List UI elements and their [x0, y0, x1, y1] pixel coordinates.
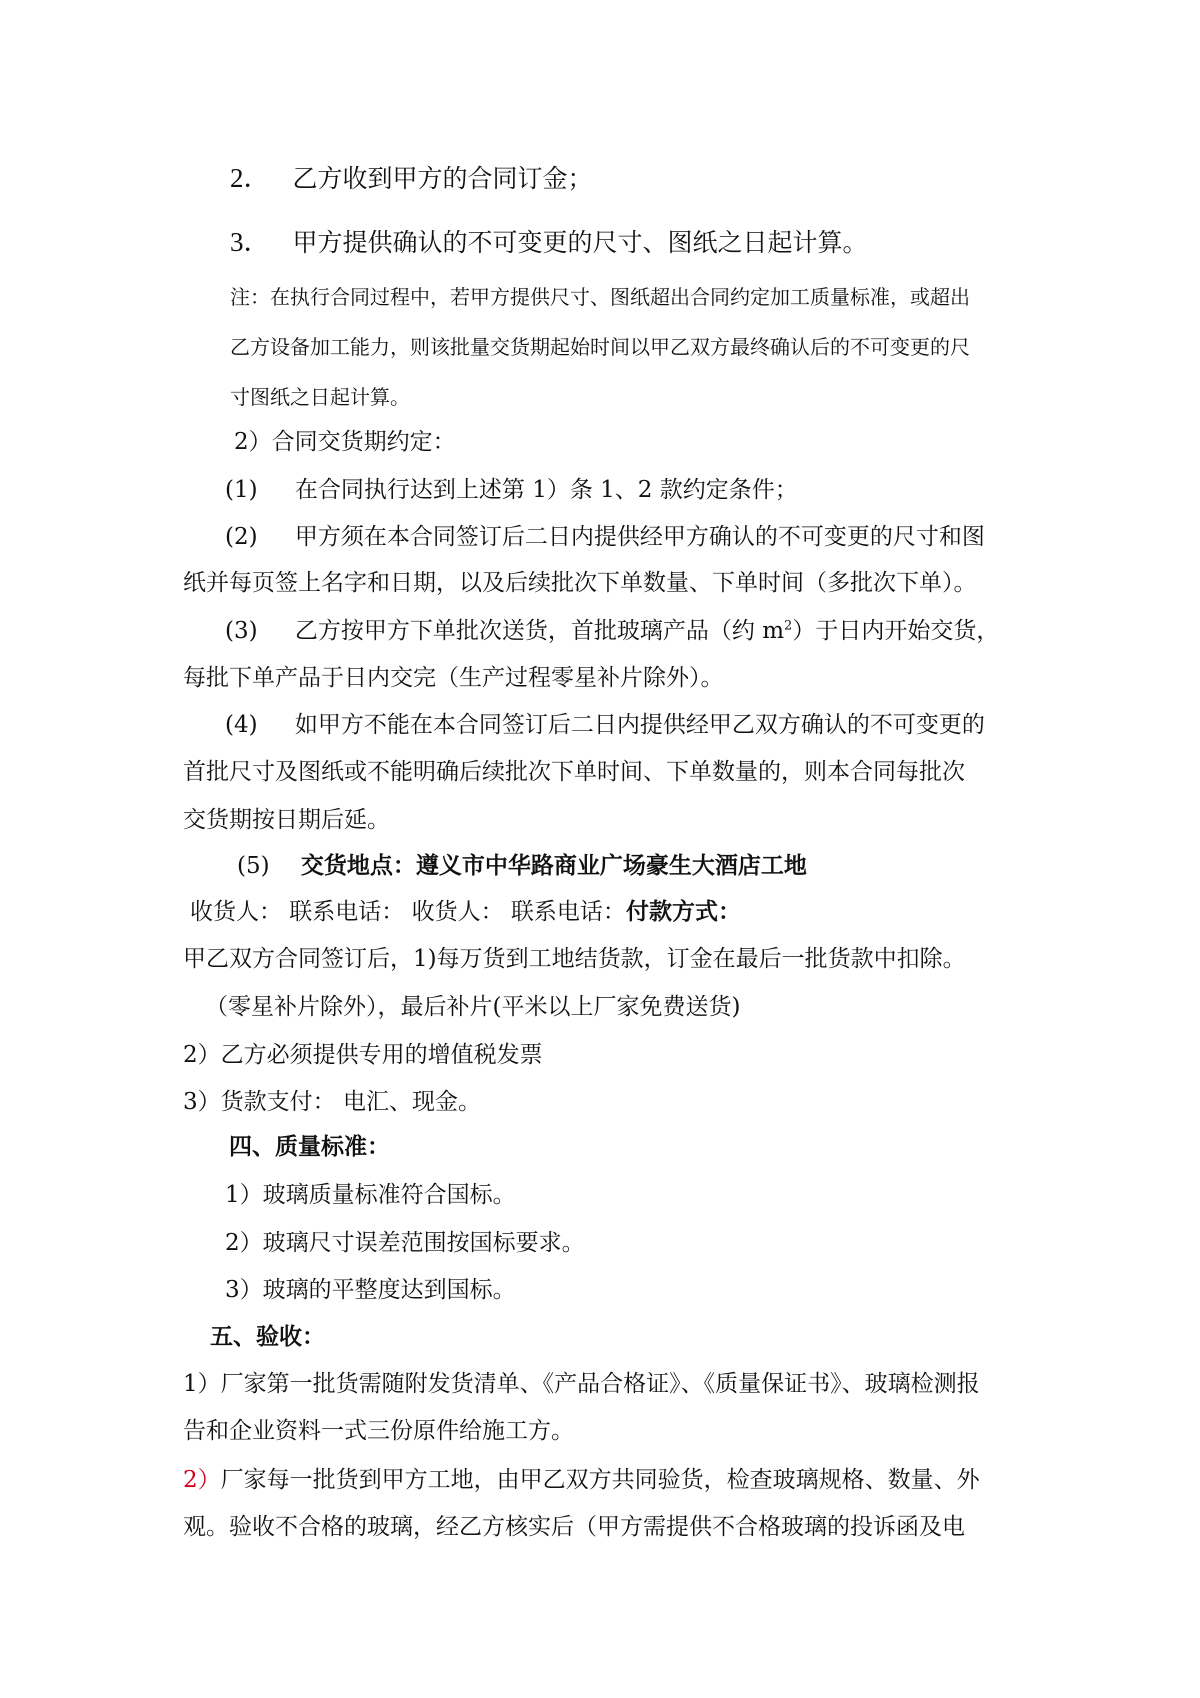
item-number: (5) — [237, 853, 270, 879]
list-item — [225, 475, 798, 505]
item-number: (1) — [225, 477, 258, 503]
clause-text: 乙方收到甲方的合同订金； — [292, 164, 593, 193]
note-line: 注：在执行合同过程中，若甲方提供尺寸、图纸超出合同约定加工质量标准，或超出 — [230, 285, 970, 309]
item-text-continued: 首批尺寸及图纸或不能明确后续批次下单时间、下单数量的，则本合同每批次 — [183, 759, 965, 785]
acceptance-text: 厂家每一批货到甲方工地，由甲乙双方共同验货，检查玻璃规格、数量、外 — [220, 1467, 980, 1493]
item-text: 甲方须在本合同签订后二日内提供经甲方确认的不可变更的尺寸和图 — [294, 524, 985, 550]
item-number: (2) — [225, 524, 258, 550]
section-heading: 2）合同交货期约定： — [234, 429, 456, 455]
clause-line — [230, 163, 592, 194]
delivery-location: 交货地点：遵义市中华路商业广场豪生大酒店工地 — [300, 852, 807, 879]
item-text-part: ）于日内开始交货， — [792, 618, 1000, 644]
quality-item: 1）玻璃质量标准符合国标。 — [225, 1182, 516, 1208]
note-line: 乙方设备加工能力，则该批量交货期起始时间以甲乙双方最终确认后的不可变更的尺 — [230, 335, 970, 359]
note-line: 寸图纸之日起计算。 — [230, 385, 410, 409]
section-heading: 四、质量标准： — [229, 1133, 390, 1160]
payment-line: 2）乙方必须提供专用的增值税发票 — [183, 1042, 543, 1068]
acceptance-line: 观。验收不合格的玻璃，经乙方核实后（甲方需提供不合格玻璃的投诉函及电 — [183, 1514, 965, 1540]
receiver-contact: 收货人： 联系电话： 收货人： 联系电话： — [190, 899, 626, 925]
quality-item: 2）玻璃尺寸误差范围按国标要求。 — [225, 1230, 585, 1256]
item-number: (3) — [225, 618, 258, 644]
payment-line: 3）货款支付： 电汇、现金。 — [183, 1089, 481, 1115]
acceptance-line: 1）厂家第一批货需随附发货清单、《产品合格证》、《质量保证书》、玻璃检测报 — [183, 1371, 980, 1397]
item-text: 在合同执行达到上述第 1）条 1、2 款约定条件； — [294, 477, 798, 503]
clause-number: 2． — [230, 163, 271, 193]
clause-text: 甲方提供确认的不可变更的尺寸、图纸之日起计算。 — [292, 228, 868, 257]
list-item — [225, 616, 999, 646]
list-item — [225, 522, 985, 552]
list-item — [225, 710, 985, 740]
section-heading: 五、验收： — [210, 1323, 325, 1350]
item-text: 如甲方不能在本合同签订后二日内提供经甲乙双方确认的不可变更的 — [294, 712, 985, 738]
item-text-continued: 每批下单产品于日内交完（生产过程零星补片除外）。 — [183, 665, 724, 691]
clause-line — [230, 227, 867, 258]
quality-item: 3）玻璃的平整度达到国标。 — [225, 1277, 516, 1303]
superscript-two: 2 — [784, 618, 793, 634]
highlighted-number: 2） — [183, 1467, 221, 1493]
item-text-continued: 交货期按日期后延。 — [183, 807, 390, 833]
receiver-line — [190, 897, 741, 927]
payment-line: 甲乙双方合同签订后，1)每万货到工地结货款，订金在最后一批货款中扣除。 — [183, 946, 966, 972]
payment-heading: 付款方式： — [625, 898, 741, 925]
item-text-part: 乙方按甲方下单批次送货，首批玻璃产品（约 m — [294, 618, 785, 644]
list-item — [237, 851, 807, 881]
acceptance-line — [183, 1465, 980, 1495]
item-text-continued: 纸并每页签上名字和日期，以及后续批次下单数量、下单时间（多批次下单）。 — [183, 570, 977, 596]
item-number: (4) — [225, 712, 258, 738]
acceptance-line: 告和企业资料一式三份原件给施工方。 — [183, 1418, 574, 1444]
item-text — [295, 618, 999, 644]
payment-line: （零星补片除外），最后补片(平米以上厂家免费送货) — [205, 994, 741, 1020]
clause-number: 3． — [230, 227, 271, 257]
